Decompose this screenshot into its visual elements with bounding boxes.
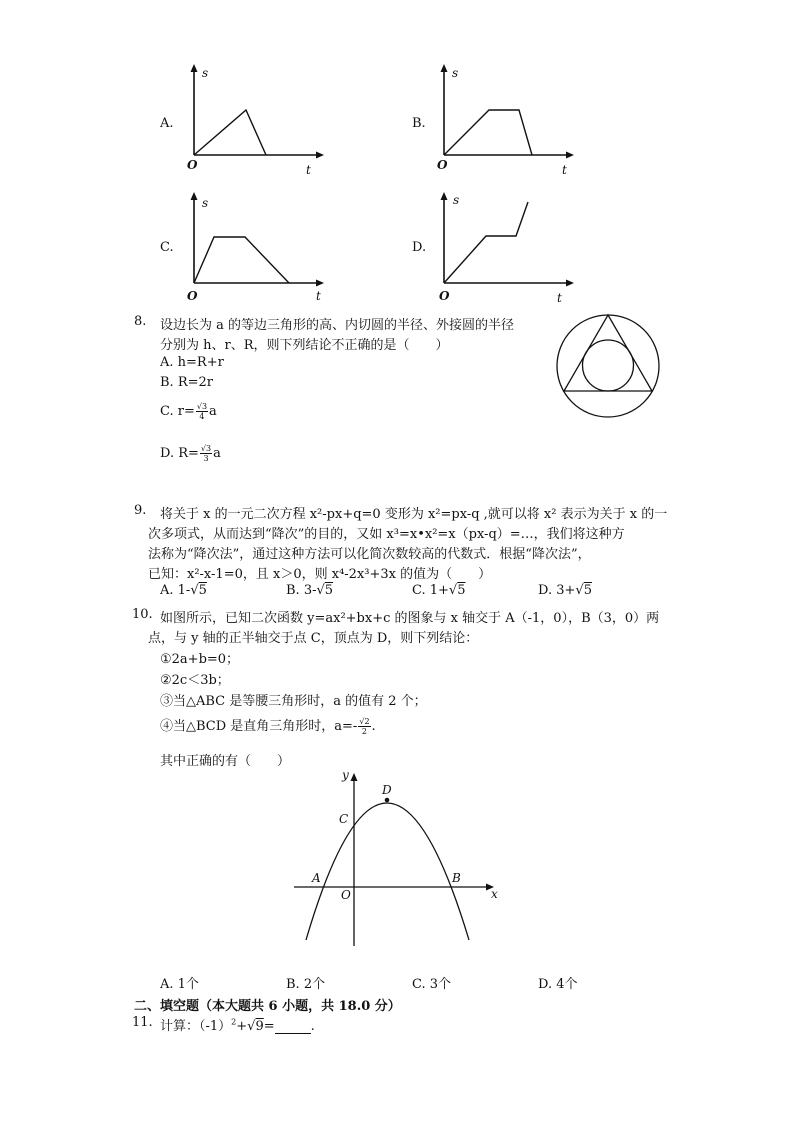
q9-option-b[interactable]: B. 3-√5	[286, 583, 334, 598]
q8-text-line1: 设边长为 a 的等边三角形的高、内切圆的半径、外接圆的半径	[160, 318, 515, 333]
q8-option-b[interactable]: B. R=2r	[160, 375, 213, 390]
q8-option-d-prefix: D. R=	[160, 446, 199, 461]
q10-point-a: A	[312, 871, 321, 885]
graph-d-label: D.	[412, 240, 427, 255]
q8-option-c-fraction: $\frac{√3}{4}$	[196, 402, 208, 421]
q11-answer-blank[interactable]	[275, 1021, 311, 1034]
section-2-heading: 二、填空题（本大题共 6 小题，共 18.0 分）	[134, 999, 401, 1014]
q10-question: 其中正确的有（ ）	[160, 754, 291, 769]
q10-text-line2: 点，与 y 轴的正半轴交于点 C，顶点为 D，则下列结论：	[148, 631, 479, 646]
graph-b-label: B.	[412, 116, 426, 131]
q10-parabola-graph	[288, 768, 503, 953]
q10-text-line1: 如图所示，已知二次函数 y=ax²+bx+c 的图象与 x 轴交于 A（-1，0），B（3，0）两	[160, 611, 660, 626]
q9-option-c[interactable]: C. 1+√5	[412, 583, 466, 598]
q10-graph-x-label: x	[491, 887, 498, 901]
graph-b-y-label: s	[452, 66, 459, 80]
q8-option-c-suffix: a	[209, 404, 217, 419]
graph-c-y-label: s	[202, 196, 209, 210]
q8-number: 8.	[134, 314, 147, 329]
q10-point-c: C	[339, 812, 349, 826]
graph-d	[430, 190, 580, 305]
graph-a-y-label: s	[202, 66, 209, 80]
q10-option-a[interactable]: A. 1个	[160, 977, 199, 992]
graph-b-origin: O	[437, 158, 448, 172]
q11-text: 计算：$(-1)^2+√9=$ .	[160, 1017, 315, 1034]
q10-option-b[interactable]: B. 2个	[286, 977, 326, 992]
graph-c-x-label: t	[316, 289, 321, 303]
q10-graph-origin: O	[341, 888, 351, 902]
graph-a-origin: O	[187, 158, 198, 172]
q10-graph-y-label: y	[342, 768, 349, 782]
q10-option-c[interactable]: C. 3个	[412, 977, 452, 992]
q9-option-a[interactable]: A. 1-√5	[160, 583, 207, 598]
graph-d-origin: O	[439, 289, 450, 303]
q10-conclusion-4: ④当△BCD 是直角三角形时，a=- $\frac{√2}{2}$ .	[160, 717, 376, 736]
q8-option-a[interactable]: A. h=R+r	[160, 355, 224, 370]
q10-point-d: D	[382, 783, 392, 797]
q9-text-line2: 次多项式，从而达到“降次”的目的，又如 x³=x•x²=x（px-q）=…，我们将这种方	[148, 527, 625, 542]
q8-option-d[interactable]	[160, 444, 221, 463]
graph-a-label: A.	[160, 116, 174, 131]
graph-b-x-label: t	[562, 163, 567, 177]
graph-d-y-label: s	[453, 193, 460, 207]
q9-text-line3: 法称为“降次法”，通过这种方法可以化简次数较高的代数式．根据“降次法”，	[148, 547, 591, 562]
q10-option-d[interactable]: D. 4个	[538, 977, 578, 992]
q8-text-line2: 分别为 h、r、R，则下列结论不正确的是（ ）	[160, 338, 449, 353]
q8-option-c-prefix: C. r=	[160, 404, 195, 419]
q10-number: 10.	[132, 607, 153, 622]
q8-triangle-circles-figure	[554, 312, 664, 422]
graph-a-x-label: t	[306, 163, 311, 177]
q10-conclusion-4-fraction: $\frac{√2}{2}$	[359, 717, 370, 736]
graph-c-origin: O	[187, 289, 198, 303]
q9-number: 9.	[134, 503, 147, 518]
graph-c-label: C.	[160, 240, 174, 255]
q10-conclusion-3: ③当△ABC 是等腰三角形时，a 的值有 2 个；	[160, 694, 427, 709]
q10-conclusion-2: ②2c＜3b；	[160, 673, 230, 688]
q11-number: 11.	[132, 1015, 153, 1030]
q8-option-d-suffix: a	[213, 446, 221, 461]
q10-point-b: B	[452, 871, 461, 885]
q9-text-line1: 将关于 x 的一元二次方程 x²-px+q=0 变形为 x²=px-q ,就可以将 x² 表示为关于 x 的一	[160, 507, 668, 522]
graph-d-x-label: t	[557, 291, 562, 305]
q8-option-c[interactable]	[160, 402, 217, 421]
q9-text-line4: 已知：x²-x-1=0，且 x＞0，则 x⁴-2x³+3x 的值为（ ）	[148, 567, 492, 582]
q10-conclusion-1: ①2a+b=0；	[160, 652, 240, 667]
q8-option-d-fraction: $\frac{√3}{3}$	[200, 444, 212, 463]
q9-option-d[interactable]: D. 3+√5	[538, 583, 592, 598]
